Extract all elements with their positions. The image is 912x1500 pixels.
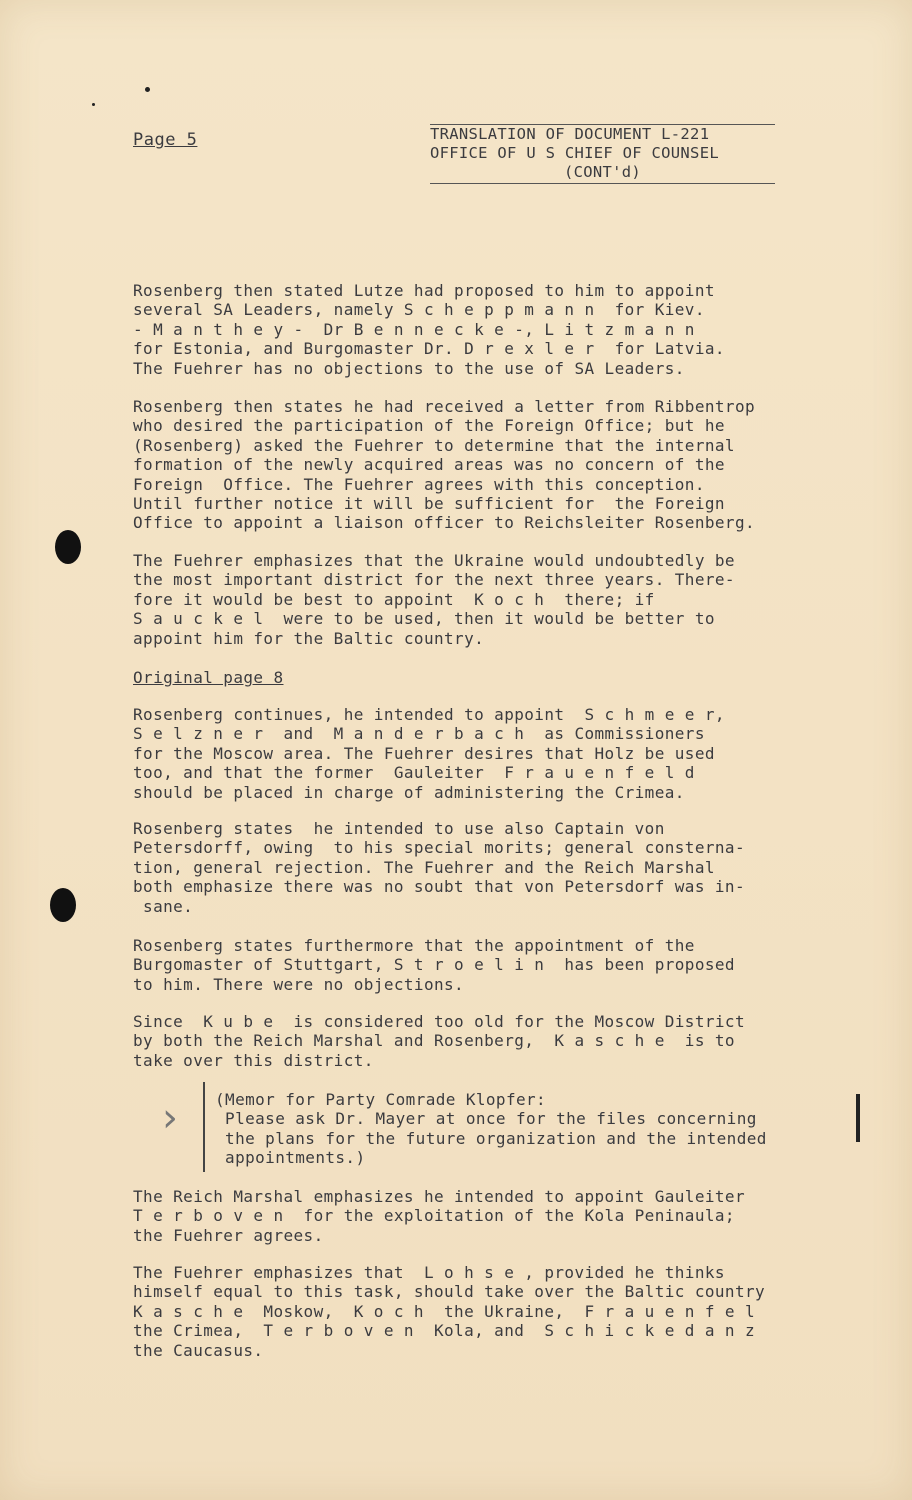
paragraph-5: Rosenberg states he intended to use also Captain von Petersdorff, owing to his special morits; general consterna- tion, general rejection. The Fuehrer and the Reich Marshal both emphasize there was no soubt that von Petersdorf was in- sane. <box>133 819 746 916</box>
punch-hole-bottom <box>50 888 76 922</box>
header-line-1: TRANSLATION OF DOCUMENT L-221 <box>430 125 710 143</box>
memo-note: (Memor for Party Comrade Klopfer: Please ask Dr. Mayer at once for the files concerning the plans for the future organization and the intended appointments.) <box>215 1090 767 1168</box>
page-label: Page 5 <box>133 130 198 150</box>
paragraph-9: The Fuehrer emphasizes that L o h s e , provided he thinks himself equal to this task, should take over the Baltic country K a s c h e Moskow, K o c h the Ukraine, F r a u e n f e l the Crimea, T e r b o v e n Kola, and S c h i c k e d a n z the Caucasus. <box>133 1263 766 1360</box>
margin-bar <box>856 1094 860 1142</box>
paragraph-2: Rosenberg then states he had received a letter from Ribbentrop who desired the participation of the Foreign Office; but he (Rosenberg) asked the Fuehrer to determine that the internal formation of the newly acquired areas was no concern of the Foreign Office. The Fuehrer agrees with this conception. Until further notice it will be sufficient for the Foreign Office to appoint a liaison officer to Reichsleiter Rosenberg. <box>133 397 756 533</box>
paragraph-1: Rosenberg then stated Lutze had proposed to him to appoint several SA Leaders, namely S c h e p p m a n n for Kiev. - M a n t h e y - Dr B e n n e c k e -, L i t z m a n n for Estonia, and Burgomaster Dr. D r e x l e r for Latvia. The Fuehrer has no objections to the use of SA Leaders. <box>133 281 725 378</box>
paragraph-4: Rosenberg continues, he intended to appoint S c h m e e r, S e l z n e r and M a n d e r b a c h as Commissioners for the Moscow area. The Fuehrer desires that Holz be used too, and that the former Gauleiter F r a u e n f e l d should be placed in charge of administering the Crimea. <box>133 705 725 802</box>
header-line-3: (CONT'd) <box>430 163 775 184</box>
paragraph-6: Rosenberg states furthermore that the appointment of the Burgomaster of Stuttgart, S t r o e l i n has been proposed to him. There were no objections. <box>133 936 735 994</box>
header-line-2: OFFICE OF U S CHIEF OF COUNSEL <box>430 144 719 162</box>
paragraph-8: The Reich Marshal emphasizes he intended to appoint Gauleiter T e r b o v e n for the exploitation of the Kola Peninaula; the Fuehrer agrees. <box>133 1187 746 1245</box>
paragraph-7: Since K u b e is considered too old for the Moscow District by both the Reich Marshal and Rosenberg, K a s c h e is to take over this district. <box>133 1012 746 1070</box>
handwritten-mark: › <box>162 1095 178 1141</box>
punch-hole-top <box>55 530 81 564</box>
paragraph-3: The Fuehrer emphasizes that the Ukraine would undoubtedly be the most important district for the next three years. There- fore it would be best to appoint K o c h there; if S a u c k e l were to be used, then it would be better to appoint him for the Baltic country. <box>133 551 735 648</box>
memo-bracket <box>203 1082 213 1172</box>
ink-speck <box>92 103 95 106</box>
ink-speck <box>145 87 150 92</box>
section-heading: Original page 8 <box>133 668 284 687</box>
document-header <box>430 124 775 184</box>
